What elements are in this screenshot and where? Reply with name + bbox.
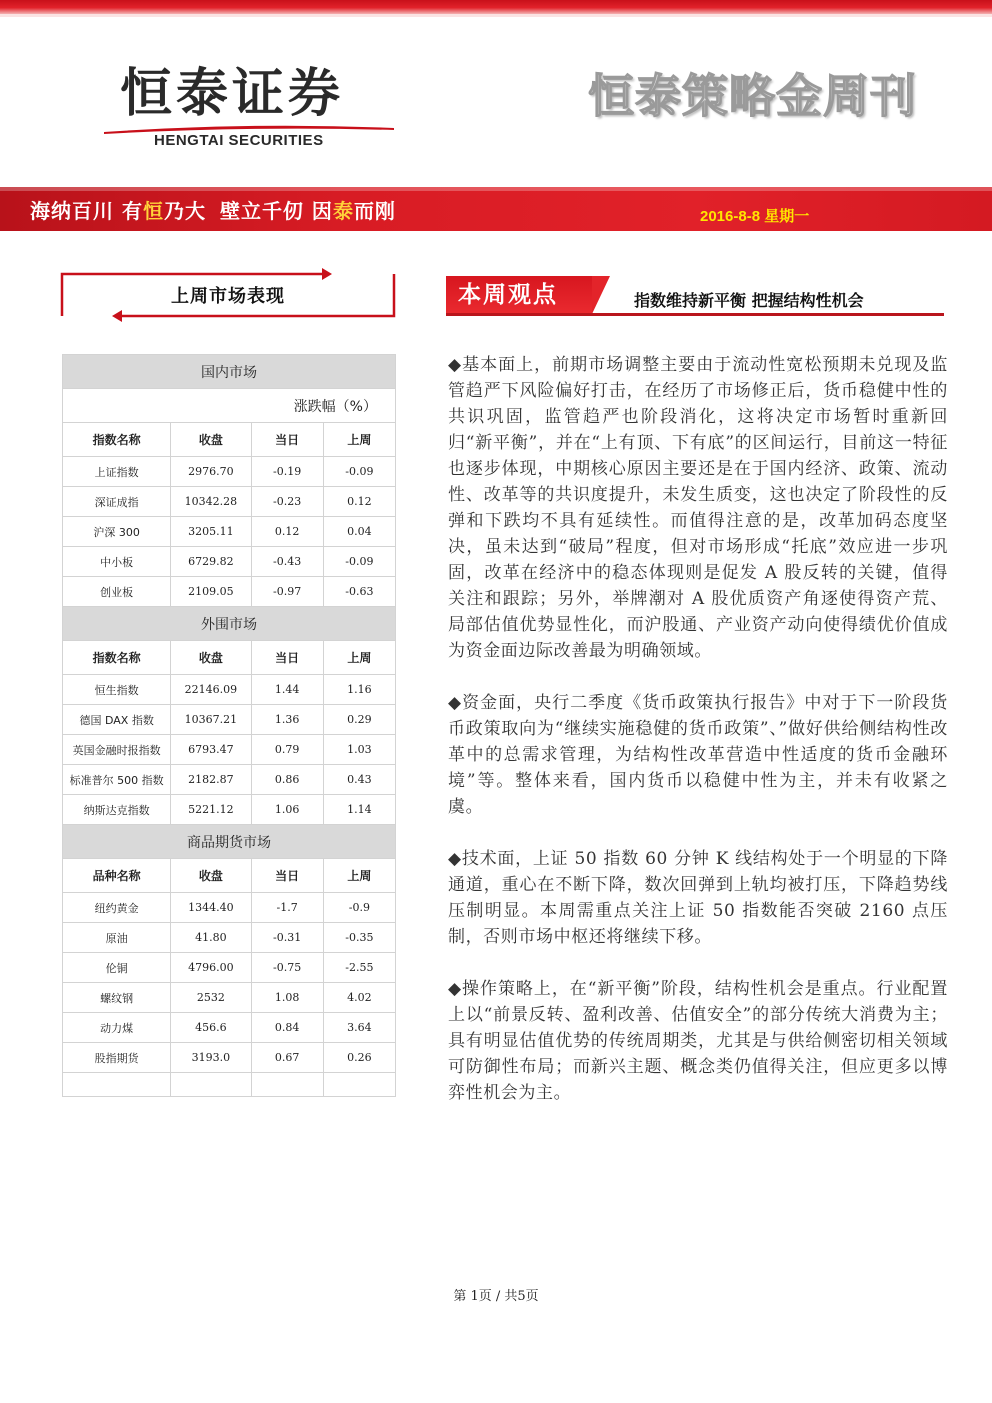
row-close: 456.6 [171,1013,251,1043]
article-body [448,352,948,1132]
column-header: 当日 [251,641,323,675]
row-name: 标准普尔 500 指数 [63,765,171,795]
row-daily-change: -0.31 [251,923,323,953]
last-week-title: 上周市场表现 [171,286,285,307]
row-weekly-change: -0.09 [323,547,395,577]
row-daily-change: -0.97 [251,577,323,607]
row-close: 10342.28 [171,487,251,517]
row-close: 6729.82 [171,547,251,577]
row-daily-change: 1.36 [251,705,323,735]
table-row [63,923,396,953]
row-daily-change: 1.06 [251,795,323,825]
row-name: 纽约黄金 [63,893,171,923]
page-number: 第 1页 / 共5页 [453,1289,539,1304]
row-weekly-change: 0.26 [323,1043,395,1073]
column-header-row [63,859,396,893]
row-name: 动力煤 [63,1013,171,1043]
weekly-view-headline: 指数维持新平衡 把握结构性机会 [634,291,864,310]
motto-banner [0,187,992,231]
market-table [62,354,396,1097]
logo-chinese-name: 恒泰证券 [120,64,345,124]
section-title-row [63,825,396,859]
weekly-view-label: 本周观点 [446,276,592,314]
column-header-row [63,423,396,457]
row-daily-change: -0.23 [251,487,323,517]
row-name: 德国 DAX 指数 [63,705,171,735]
column-header: 当日 [251,859,323,893]
issue-date: 2016-8-8 星期一 [700,208,810,225]
row-weekly-change: 4.02 [323,983,395,1013]
publication-title: 恒泰策略金周刊 [588,69,917,123]
table-row [63,1013,396,1043]
row-close: 2532 [171,983,251,1013]
row-name: 伦铜 [63,953,171,983]
column-header: 上周 [323,423,395,457]
blank-row [63,1073,396,1097]
table-row [63,795,396,825]
row-name: 沪深 300 [63,517,171,547]
row-name: 原油 [63,923,171,953]
row-daily-change: 1.08 [251,983,323,1013]
unit-label: 涨跌幅（%） [63,389,396,423]
header-underline [446,313,944,316]
paragraph-fundamentals: ◆基本面上，前期市场调整主要由于流动性宽松预期未兑现及监管趋严下风险偏好打击，在经历了市场修正后，货币稳健中性的共识巩固，监管趋严也阶段消化，这将决定市场暂时重新回归“新平衡”，并在“上有顶、下有底”的区间运行，目前这一特征也逐步体现，中期核心原因主要还是在于国内经济、政策、流动性、改革等的共识度提升，未发生质变，这也决定了阶段性的反弹和下跌均不具有延续性。而值得注意的是，改革加码态度坚决，虽未达到“破局”程度，但对市场形成“托底”效应进一步巩固，改革在经济中的稳态体现则是促发 A 股反转的关键，值得关注和跟踪；另外，举牌潮对 A 股优质资产角逐使得资产荒、局部估值优势显性化，而沪股通、产业资产动向使得绩优价值成为资金面边际改善最为明确领域。 [448,355,948,661]
row-weekly-change: 1.16 [323,675,395,705]
row-daily-change: -0.19 [251,457,323,487]
motto-part-2-highlight: 泰 [332,199,354,223]
column-header: 上周 [323,641,395,675]
row-close: 3193.0 [171,1043,251,1073]
column-header: 指数名称 [63,641,171,675]
table-row [63,577,396,607]
motto-part-2-post: 而刚 [353,199,396,223]
table-row [63,675,396,705]
row-weekly-change: 1.03 [323,735,395,765]
row-close: 4796.00 [171,953,251,983]
top-red-line [0,0,992,14]
row-daily-change: 1.44 [251,675,323,705]
column-header-row [63,641,396,675]
row-close: 5221.12 [171,795,251,825]
row-weekly-change: 0.43 [323,765,395,795]
motto-part-2-pre: 壁立千仞 因 [219,199,333,223]
row-daily-change: -0.43 [251,547,323,577]
row-weekly-change: 0.29 [323,705,395,735]
logo-english-name: HENGTAI SECURITIES [154,132,324,149]
column-header: 收盘 [171,859,251,893]
row-weekly-change: 1.14 [323,795,395,825]
section-title: 外围市场 [63,607,396,641]
row-daily-change: 0.84 [251,1013,323,1043]
row-name: 恒生指数 [63,675,171,705]
motto [30,195,396,224]
motto-part-1-highlight: 恒 [142,199,164,223]
row-close: 2976.70 [171,457,251,487]
column-header: 当日 [251,423,323,457]
row-close: 3205.11 [171,517,251,547]
row-close: 1344.40 [171,893,251,923]
section-title: 国内市场 [63,355,396,389]
company-logo [100,64,400,154]
table-row [63,1043,396,1073]
last-week-heading [60,266,396,324]
table-row [63,953,396,983]
table-row [63,517,396,547]
row-name: 螺纹钢 [63,983,171,1013]
row-weekly-change: -0.35 [323,923,395,953]
row-weekly-change: -0.63 [323,577,395,607]
row-name: 英国金融时报指数 [63,735,171,765]
row-name: 深证成指 [63,487,171,517]
section-title: 商品期货市场 [63,825,396,859]
table-row [63,765,396,795]
row-daily-change: -0.75 [251,953,323,983]
row-name: 纳斯达克指数 [63,795,171,825]
column-header: 指数名称 [63,423,171,457]
row-name: 中小板 [63,547,171,577]
column-header: 上周 [323,859,395,893]
row-daily-change: 0.79 [251,735,323,765]
row-close: 41.80 [171,923,251,953]
column-header: 品种名称 [63,859,171,893]
row-close: 2182.87 [171,765,251,795]
row-weekly-change: -0.09 [323,457,395,487]
row-weekly-change: 0.12 [323,487,395,517]
table-row [63,705,396,735]
paragraph-liquidity: ◆资金面，央行二季度《货币政策执行报告》中对于下一阶段货币政策取向为“继续实施稳健的货币政策”、”做好供给侧结构性改革中的总需求管理，为结构性改革营造中性适度的货币金融环境”等。整体来看，国内货币以稳健中性为主，并未有收紧之虞。 [448,693,948,817]
row-weekly-change: -0.9 [323,893,395,923]
motto-part-1-pre: 海纳百川 有 [30,199,143,223]
paragraph-strategy: ◆操作策略上，在“新平衡”阶段，结构性机会是重点。行业配置上以“前景反转、盈利改善、估值安全”的部分传统大消费为主；具有明显估值优势的传统周期类，尤其是与供给侧密切相关领域可防御性布局；而新兴主题、概念类仍值得关注，但应更多以博弈性机会为主。 [448,979,948,1103]
motto-part-1-post: 乃大 [163,199,206,223]
row-name: 上证指数 [63,457,171,487]
row-close: 10367.21 [171,705,251,735]
row-daily-change: 0.12 [251,517,323,547]
row-name: 股指期货 [63,1043,171,1073]
row-close: 2109.05 [171,577,251,607]
table-row [63,893,396,923]
table-row [63,735,396,765]
paragraph-technical: ◆技术面，上证 50 指数 60 分钟 K 线结构处于一个明显的下降通道，重心在不断下降，数次回弹到上轨均被打压，下降趋势线压制明显。本周需重点关注上证 50 指数能否突破 2160 点压制，否则市场中枢还将继续下移。 [448,849,948,947]
table-row [63,457,396,487]
row-daily-change: -1.7 [251,893,323,923]
row-daily-change: 0.67 [251,1043,323,1073]
unit-row [63,389,396,423]
market-table-body [63,355,396,1097]
row-weekly-change: 0.04 [323,517,395,547]
row-close: 22146.09 [171,675,251,705]
weekly-view-header [446,276,944,318]
table-row [63,487,396,517]
section-title-row [63,355,396,389]
row-name: 创业板 [63,577,171,607]
table-row [63,983,396,1013]
table-row [63,547,396,577]
row-daily-change: 0.86 [251,765,323,795]
column-header: 收盘 [171,641,251,675]
section-title-row [63,607,396,641]
row-weekly-change: 3.64 [323,1013,395,1043]
row-weekly-change: -2.55 [323,953,395,983]
column-header: 收盘 [171,423,251,457]
row-close: 6793.47 [171,735,251,765]
